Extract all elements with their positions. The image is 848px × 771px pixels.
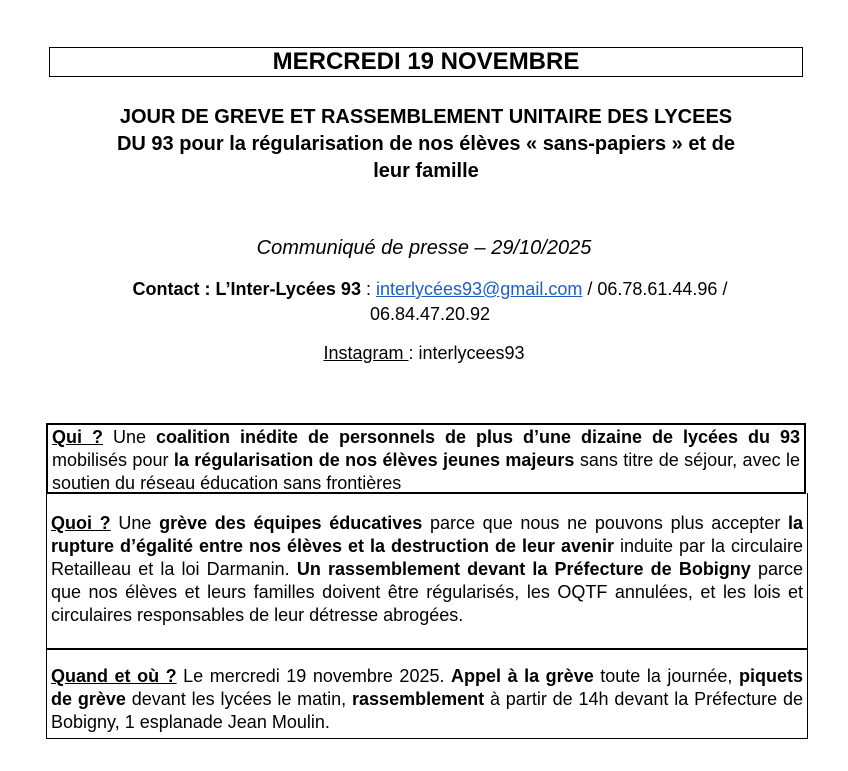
quand-box <box>46 649 808 739</box>
quoi-text: parce que nos élèves et leurs familles doivent être régularisés, les OQTF annulées, et les lois et circulaires responsables de leur détresse abrogées. <box>51 559 803 625</box>
qui-text: mobilisés pour <box>52 450 174 470</box>
quoi-bold: grève des équipes éducatives <box>159 513 423 533</box>
headline-line-1: JOUR DE GREVE ET RASSEMBLEMENT UNITAIRE DES LYCEES <box>119 106 733 128</box>
contact-label: Contact : L’Inter-Lycées 93 <box>132 279 361 299</box>
quoi-text: parce que nous ne pouvons plus accepter <box>422 513 788 533</box>
phone-2: 06.84.47.20.92 <box>369 304 491 324</box>
headline-line-3: leur famille <box>373 160 479 182</box>
contact-separator: : <box>360 279 376 299</box>
instagram-label: Instagram <box>323 343 409 363</box>
contact-block <box>80 277 780 327</box>
quand-text: toute la journée, <box>593 666 739 686</box>
quand-bold: Appel à la grève <box>451 666 594 686</box>
quand-text: Le mercredi 19 novembre 2025. <box>176 666 452 686</box>
email-link[interactable]: interlycées93@gmail.com <box>375 279 583 299</box>
date-heading: MERCREDI 19 NOVEMBRE <box>49 47 803 77</box>
qui-bold: la régularisation de nos élèves jeunes majeurs <box>173 450 575 470</box>
press-release-date: Communiqué de presse – 29/10/2025 <box>256 237 592 259</box>
headline <box>40 104 812 185</box>
quand-text: devant les lycées le matin, <box>125 689 353 709</box>
qui-bold: coalition inédite de personnels de plus d’une dizaine de lycées du 93 <box>155 427 800 447</box>
quoi-label: Quoi ? <box>51 513 111 533</box>
instagram-line <box>0 341 848 366</box>
quoi-bold: Un rassemblement devant la Préfecture de Bobigny <box>296 559 751 579</box>
quoi-box <box>46 493 808 649</box>
quand-label: Quand et où ? <box>51 666 177 686</box>
phone-1: / 06.78.61.44.96 / <box>582 279 728 299</box>
quand-bold: rassemblement <box>352 689 485 709</box>
qui-text: sans titre de séjour, avec le soutien du réseau éducation sans frontières <box>52 450 800 493</box>
qui-text: Une <box>102 427 156 447</box>
quoi-text: induite par la circulaire Retailleau et la loi Darmanin. <box>51 536 803 579</box>
quoi-text: Une <box>110 513 160 533</box>
instagram-separator: : <box>408 343 419 363</box>
quand-text: à partir de 14h devant la Préfecture de Bobigny, 1 esplanade Jean Moulin. <box>51 689 804 732</box>
qui-box <box>46 423 806 494</box>
headline-line-2: DU 93 pour la régularisation de nos élèves « sans-papiers » et de <box>116 133 735 155</box>
quand-bold: piquets de grève <box>51 666 803 709</box>
instagram-handle: interlycees93 <box>418 343 525 363</box>
qui-label: Qui ? <box>52 427 103 447</box>
quoi-bold: la rupture d’égalité entre nos élèves et la destruction de leur avenir <box>51 513 804 556</box>
